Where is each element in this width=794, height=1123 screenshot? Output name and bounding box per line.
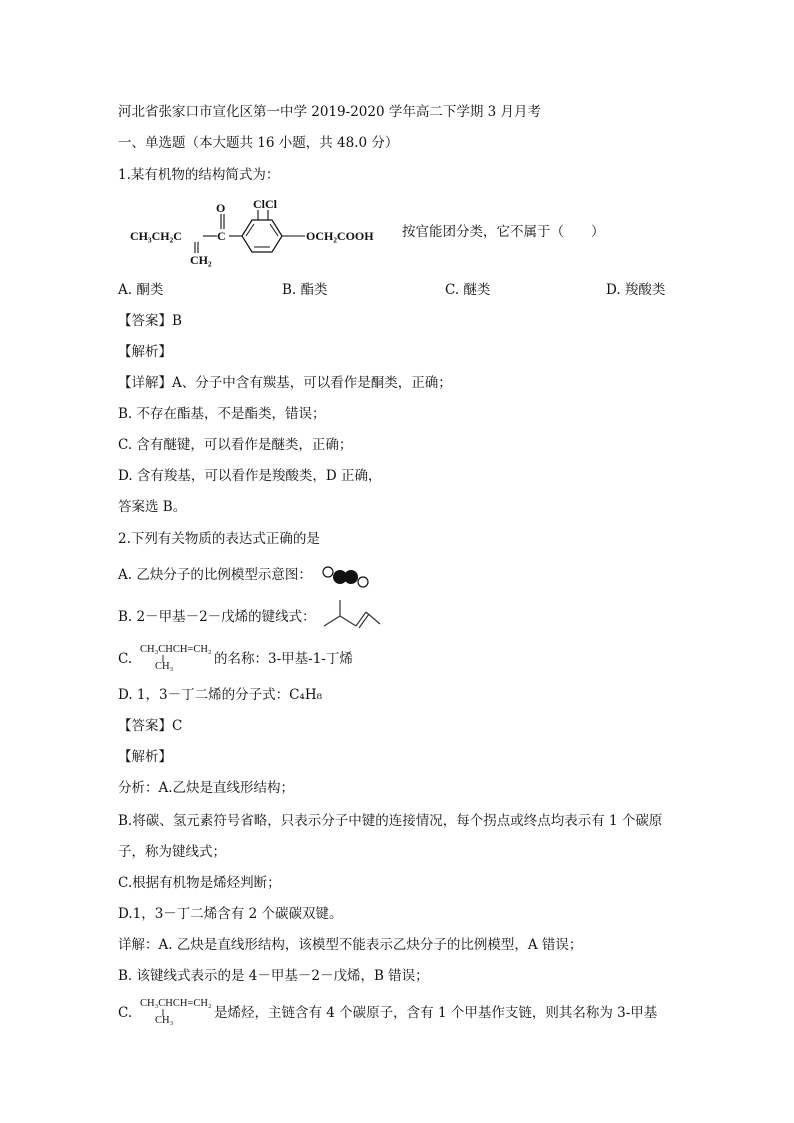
q2-option-b: B. 2－甲基－2－戊烯的键线式： bbox=[118, 609, 316, 625]
q2-last-tail: 是烯烃，主链含有 4 个碳原子，含有 1 个甲基作支链，则其名称为 3-甲基 bbox=[214, 1005, 658, 1021]
q2-analysis-line: C.根据有机物是烯烃判断； bbox=[118, 875, 281, 891]
q1-struct-left: CH₃CH₂C bbox=[130, 229, 182, 243]
q2-analysis-line: B. 该键线式表示的是 4－甲基－2－戊烯，B 错误； bbox=[118, 968, 429, 984]
q1-structure-formula bbox=[128, 196, 408, 268]
q1-option-b: B. 酯类 bbox=[282, 282, 328, 298]
q1-analysis-label: 【解析】 bbox=[118, 344, 172, 360]
q1-struct-clcl: ClCl bbox=[253, 197, 277, 211]
q1-answer: 【答案】B bbox=[118, 313, 182, 329]
q1-option-a: A. 酮类 bbox=[118, 282, 164, 298]
q1-struct-ch2: CH₂ bbox=[190, 253, 212, 267]
q2-analysis-label: 【解析】 bbox=[118, 749, 172, 765]
page-title: 河北省张家口市宣化区第一中学 2019-2020 学年高二下学期 3 月月考 bbox=[118, 104, 542, 120]
q2-answer: 【答案】C bbox=[118, 718, 183, 734]
q1-struct-right: OCH₂COOH bbox=[306, 229, 374, 243]
q1-option-d: D. 羧酸类 bbox=[606, 282, 666, 298]
q1-stem-tail: 按官能团分类，它不属于（ ） bbox=[402, 224, 605, 240]
q1-analysis-line: D. 含有羧基，可以看作是羧酸类，D 正确， bbox=[118, 468, 382, 484]
q1-stem: 1.某有机物的结构简式为： bbox=[118, 167, 280, 183]
q1-struct-c: C bbox=[217, 229, 226, 243]
q2-option-d: D. 1，3－丁二烯的分子式：C₄H₈ bbox=[118, 687, 323, 703]
q2-option-c-tail: 的名称：3-甲基-1-丁烯 bbox=[214, 651, 353, 667]
q2-analysis-line: D.1，3－丁二烯含有 2 个碳碳双键。 bbox=[118, 906, 343, 922]
q2-last-formula-top: CH₃CHCH=CH₂ bbox=[140, 998, 212, 1009]
q1-struct-o: O bbox=[216, 201, 226, 215]
acetylene-model-image bbox=[320, 565, 370, 589]
q2-option-a: A. 乙炔分子的比例模型示意图： bbox=[118, 567, 312, 583]
q2-analysis-line: B.将碳、氢元素符号省略，只表示分子中键的连接情况，每个拐点或终点均表示有 1 个碳原 bbox=[118, 813, 663, 829]
q1-analysis-line: 答案选 B。 bbox=[118, 499, 187, 515]
q1-analysis-line: B. 不存在酯基，不是酯类，错误； bbox=[118, 406, 326, 422]
q2-analysis-line: 子，称为键线式； bbox=[118, 844, 226, 860]
q2-option-c-prefix: C. bbox=[118, 651, 133, 667]
q1-analysis-line: 【详解】A、分子中含有羰基，可以看作是酮类，正确； bbox=[118, 375, 452, 391]
q2-last-formula-bottom: CH₃ bbox=[155, 1015, 174, 1026]
skeletal-formula-image bbox=[322, 598, 382, 630]
section-heading: 一、单选题（本大题共 16 小题，共 48.0 分） bbox=[118, 135, 399, 151]
q2-stem: 2.下列有关物质的表达式正确的是 bbox=[118, 531, 320, 547]
q1-option-c: C. 醚类 bbox=[445, 282, 491, 298]
q2-option-c-formula-top: CH₃CHCH=CH₂ bbox=[140, 644, 212, 655]
q1-analysis-line: C. 含有醚键，可以看作是醚类，正确； bbox=[118, 437, 353, 453]
q2-analysis-line: 详解：A. 乙炔是直线形结构，该模型不能表示乙炔分子的比例模型，A 错误； bbox=[118, 937, 583, 953]
q2-last-prefix: C. bbox=[118, 1005, 133, 1021]
q2-analysis-line: 分析：A.乙炔是直线形结构； bbox=[118, 780, 295, 796]
q2-option-c-formula-bottom: CH₃ bbox=[155, 661, 174, 672]
